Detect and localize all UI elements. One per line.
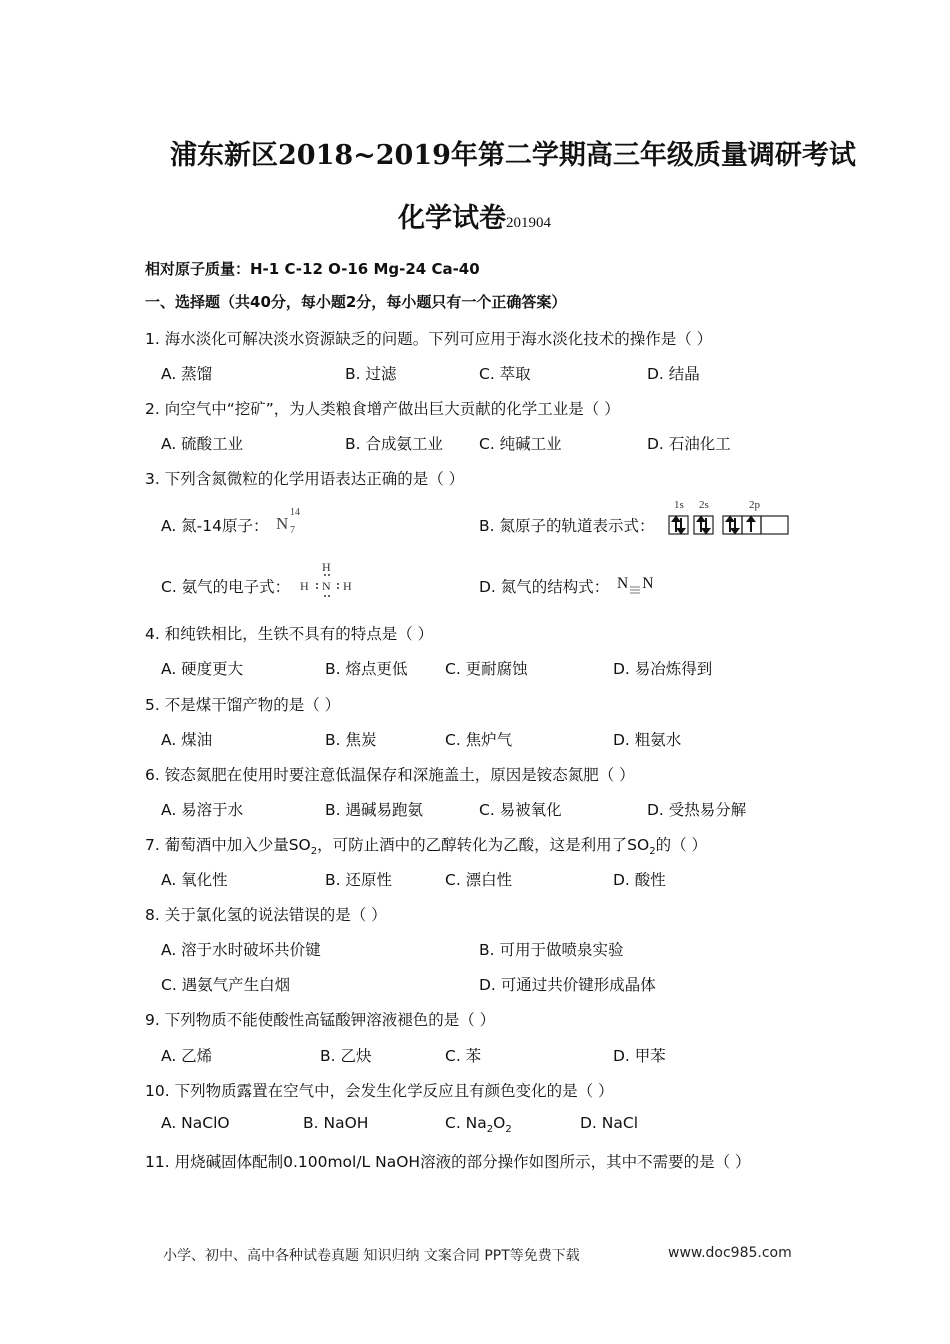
- option-c-text: C. Na: [445, 1114, 487, 1132]
- option-c: C. 更耐腐蚀: [445, 660, 528, 678]
- option-a: A. 硫酸工业: [161, 435, 244, 453]
- page-subtitle: [398, 196, 551, 235]
- option-a: A. 氧化性: [161, 871, 228, 889]
- question-stem: [145, 833, 707, 857]
- option-b: B. 可用于做喷泉实验: [479, 941, 624, 959]
- oxygen-symbol: O: [493, 1114, 506, 1132]
- option-a: A. 煤油: [161, 731, 213, 749]
- option-b: B. 氮原子的轨道表示式：: [479, 517, 655, 535]
- subscript-2: 2: [486, 1124, 494, 1136]
- option-b: B. 熔点更低: [325, 660, 408, 678]
- orbital-boxes: [667, 499, 792, 539]
- option-a: A. 乙烯: [161, 1047, 213, 1065]
- h-atom-top: H: [322, 560, 331, 574]
- subscript-2: 2: [310, 846, 318, 858]
- option-b: B. 乙炔: [320, 1047, 372, 1065]
- n-atom: N: [322, 579, 331, 593]
- option-b: B. 还原性: [325, 871, 392, 889]
- option-a: A. 溶于水时破坏共价键: [161, 941, 321, 959]
- electron-dots: [298, 560, 358, 600]
- option-b: B. 焦炭: [325, 731, 377, 749]
- option-b: B. NaOH: [303, 1114, 369, 1132]
- stem-part-1: 7. 葡萄酒中加入少量SO: [145, 836, 311, 854]
- question-stem: 9. 下列物质不能使酸性高锰酸钾溶液褪色的是（ ）: [145, 1011, 496, 1029]
- option-b: B. 合成氨工业: [345, 435, 443, 453]
- option-d: D. NaCl: [580, 1114, 639, 1132]
- question-stem: 6. 铵态氮肥在使用时要注意低温保存和深施盖土，原因是铵态氮肥（ ）: [145, 766, 635, 784]
- option-b: B. 遇碱易跑氨: [325, 801, 423, 819]
- subscript-2: 2: [649, 846, 656, 858]
- page-title: 浦东新区2018~2019年第二学期高三年级质量调研考试: [170, 140, 856, 171]
- option-d: D. 受热易分解: [647, 801, 747, 819]
- option-c: C. 纯碱工业: [479, 435, 562, 453]
- triple-bond: [628, 582, 642, 600]
- footer-url[interactable]: www.doc985.com: [668, 1245, 792, 1261]
- question-stem: 11. 用烧碱固体配制0.100mol/L NaOH溶液的部分操作如图所示，其中不需要的是（ ）: [145, 1153, 751, 1171]
- option-d: D. 结晶: [647, 365, 700, 383]
- option-a: A. 氮-14原子：: [161, 517, 269, 535]
- question-stem: 5. 不是煤干馏产物的是（ ）: [145, 696, 341, 714]
- option-a: A. 硬度更大: [161, 660, 244, 678]
- option-d: D. 粗氨水: [613, 731, 682, 749]
- question-stem: 10. 下列物质露置在空气中，会发生化学反应且有颜色变化的是（ ）: [145, 1082, 614, 1100]
- orbital-label-2s: 2s: [699, 499, 709, 511]
- orbital-label-2p: 2p: [749, 499, 760, 511]
- relative-atomic-masses: 相对原子质量：H-1 C-12 O-16 Mg-24 Ca-40: [145, 260, 480, 278]
- option-c: C. 遇氨气产生白烟: [161, 976, 291, 994]
- option-c: [445, 1114, 512, 1135]
- section-heading: 一、选择题（共40分，每小题2分，每小题只有一个正确答案）: [145, 293, 567, 311]
- option-d: D. 氮气的结构式：: [479, 578, 610, 596]
- option-a: A. NaClO: [161, 1114, 230, 1132]
- option-d: D. 甲苯: [613, 1047, 666, 1065]
- orbital-label-1s: 1s: [674, 499, 684, 511]
- subtitle-text: 化学试卷: [398, 203, 506, 234]
- option-b: B. 过滤: [345, 365, 397, 383]
- stem-part-3: 的（ ）: [655, 836, 707, 854]
- option-c: C. 漂白性: [445, 871, 513, 889]
- option-c: C. 焦炉气: [445, 731, 513, 749]
- stem-part-2: ，可防止酒中的乙醇转化为乙酸，这是利用了SO: [317, 836, 650, 854]
- nitrogen-14-symbol: [276, 507, 300, 536]
- option-c: C. 易被氧化: [479, 801, 562, 819]
- mass-number: 14: [290, 507, 300, 518]
- footer-text: 小学、初中、高中各种试卷真题 知识归纳 文案合同 PPT等免费下载: [163, 1248, 580, 1264]
- question-stem: 8. 关于氯化氢的说法错误的是（ ）: [145, 906, 387, 924]
- n-symbol: N: [276, 514, 289, 533]
- h-atom-right: H: [343, 579, 352, 593]
- option-c: C. 萃取: [479, 365, 531, 383]
- option-d: D. 易冶炼得到: [613, 660, 713, 678]
- atomic-number: 7: [290, 525, 295, 536]
- option-d: D. 可通过共价键形成晶体: [479, 976, 656, 994]
- n2-structural-formula: [617, 575, 653, 593]
- option-c: C. 氨气的电子式：: [161, 578, 291, 596]
- n-right: N: [642, 575, 654, 592]
- option-a: A. 蒸馏: [161, 365, 213, 383]
- exam-code: 201904: [506, 215, 551, 231]
- option-d: D. 酸性: [613, 871, 666, 889]
- question-stem: 3. 下列含氮微粒的化学用语表达正确的是（ ）: [145, 470, 465, 488]
- question-stem: 2. 向空气中“挖矿”，为人类粮食增产做出巨大贡献的化学工业是（ ）: [145, 400, 620, 418]
- option-a: A. 易溶于水: [161, 801, 244, 819]
- question-stem: 4. 和纯铁相比，生铁不具有的特点是（ ）: [145, 625, 434, 643]
- option-d: D. 石油化工: [647, 435, 731, 453]
- h-atom-left: H: [300, 579, 309, 593]
- orbital-diagram: [667, 499, 792, 539]
- subscript-2: 2: [505, 1124, 512, 1136]
- n-left: N: [617, 575, 629, 592]
- nh3-electron-formula: [298, 560, 358, 600]
- question-stem: 1. 海水淡化可解决淡水资源缺乏的问题。下列可应用于海水淡化技术的操作是（ ）: [145, 330, 713, 348]
- option-c: C. 苯: [445, 1047, 482, 1065]
